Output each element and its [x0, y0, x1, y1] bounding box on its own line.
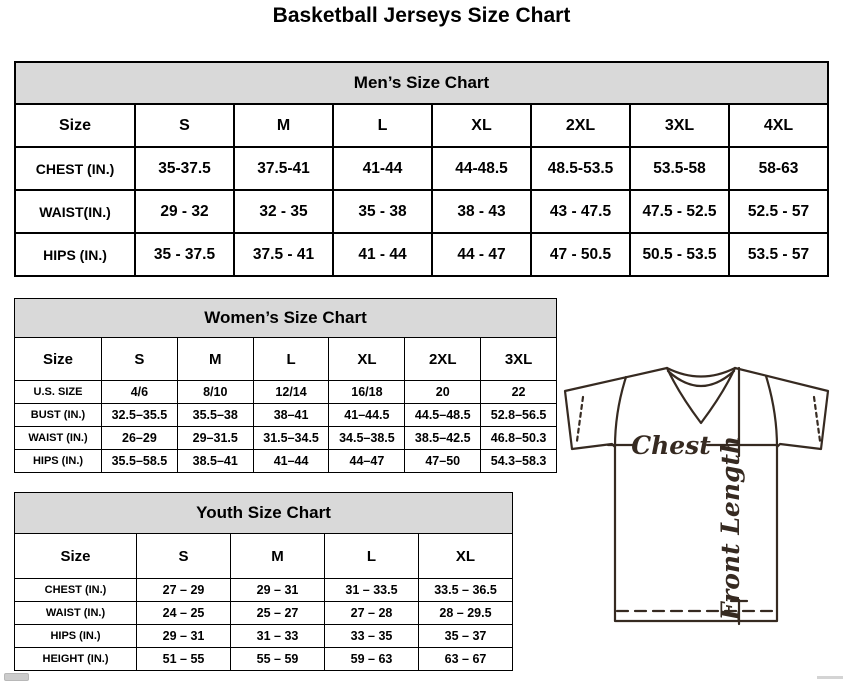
size-value: 59 – 63 [325, 648, 419, 671]
size-value: 38 - 43 [432, 190, 531, 233]
size-value: 32 - 35 [234, 190, 333, 233]
size-value: 44–47 [329, 450, 405, 473]
column-header: L [253, 338, 329, 381]
size-value: 31.5–34.5 [253, 427, 329, 450]
size-value: 27 – 28 [325, 602, 419, 625]
mens-size-table [14, 61, 829, 276]
size-value: 54.3–58.3 [481, 450, 557, 473]
table-row [15, 602, 513, 625]
size-value: 25 – 27 [231, 602, 325, 625]
row-label: HIPS (IN.) [15, 625, 137, 648]
size-value: 41–44.5 [329, 404, 405, 427]
size-value: 34.5–38.5 [329, 427, 405, 450]
right-sleeve-dashed-line [814, 397, 820, 441]
size-value: 44 - 47 [432, 233, 531, 276]
size-value: 38.5–42.5 [405, 427, 481, 450]
row-label: BUST (IN.) [15, 404, 102, 427]
mens-table-title: Men’s Size Chart [15, 62, 828, 104]
column-header: L [333, 104, 432, 147]
column-header: S [102, 338, 178, 381]
left-sleeve-dashed-line [577, 397, 583, 441]
column-header: S [137, 534, 231, 579]
table-row [15, 404, 557, 427]
size-value: 38–41 [253, 404, 329, 427]
row-label: HIPS (IN.) [15, 233, 135, 276]
size-value: 44.5–48.5 [405, 404, 481, 427]
size-value: 35.5–58.5 [102, 450, 178, 473]
column-header: L [325, 534, 419, 579]
size-value: 63 – 67 [419, 648, 513, 671]
size-value: 44-48.5 [432, 147, 531, 190]
size-value: 16/18 [329, 381, 405, 404]
table-row [15, 450, 557, 473]
size-value: 35-37.5 [135, 147, 234, 190]
size-value: 33.5 – 36.5 [419, 579, 513, 602]
youth-table-title: Youth Size Chart [15, 493, 513, 534]
mens-header-row [15, 104, 828, 147]
table-row [15, 625, 513, 648]
size-value: 29 – 31 [231, 579, 325, 602]
size-value: 53.5-58 [630, 147, 729, 190]
left-armhole-seam [615, 377, 626, 447]
row-label: U.S. SIZE [15, 381, 102, 404]
column-header: M [231, 534, 325, 579]
table-row [15, 190, 828, 233]
row-label: CHEST (IN.) [15, 579, 137, 602]
size-value: 24 – 25 [137, 602, 231, 625]
column-header: 3XL [481, 338, 557, 381]
column-header: S [135, 104, 234, 147]
size-value: 51 – 55 [137, 648, 231, 671]
size-value: 46.8–50.3 [481, 427, 557, 450]
row-label: HIPS (IN.) [15, 450, 102, 473]
size-value: 29 – 31 [137, 625, 231, 648]
column-header: XL [432, 104, 531, 147]
row-label: CHEST (IN.) [15, 147, 135, 190]
size-value: 55 – 59 [231, 648, 325, 671]
youth-size-table [14, 492, 513, 670]
column-header: Size [15, 338, 102, 381]
size-value: 41 - 44 [333, 233, 432, 276]
size-value: 37.5 - 41 [234, 233, 333, 276]
size-value: 41–44 [253, 450, 329, 473]
chest-label: Chest [631, 431, 711, 460]
jersey-measurement-diagram [555, 360, 843, 668]
size-value: 27 – 29 [137, 579, 231, 602]
size-value: 58-63 [729, 147, 828, 190]
column-header: 4XL [729, 104, 828, 147]
jersey-outline-graphic [555, 360, 843, 668]
table-row [15, 147, 828, 190]
size-value: 50.5 - 53.5 [630, 233, 729, 276]
row-label: HEIGHT (IN.) [15, 648, 137, 671]
size-value: 29 - 32 [135, 190, 234, 233]
size-value: 43 - 47.5 [531, 190, 630, 233]
table-row [15, 233, 828, 276]
size-value: 22 [481, 381, 557, 404]
collar-arc-outer [667, 368, 735, 377]
size-value: 35 – 37 [419, 625, 513, 648]
column-header: 2XL [531, 104, 630, 147]
row-label: WAIST (IN.) [15, 602, 137, 625]
column-header: XL [419, 534, 513, 579]
size-value: 47.5 - 52.5 [630, 190, 729, 233]
jersey-body-outline [565, 368, 828, 621]
size-value: 12/14 [253, 381, 329, 404]
size-value: 4/6 [102, 381, 178, 404]
size-value: 52.5 - 57 [729, 190, 828, 233]
size-value: 35 - 37.5 [135, 233, 234, 276]
row-label: WAIST(IN.) [15, 190, 135, 233]
column-header: 2XL [405, 338, 481, 381]
size-value: 48.5-53.5 [531, 147, 630, 190]
size-value: 33 – 35 [325, 625, 419, 648]
table-row [15, 381, 557, 404]
size-value: 28 – 29.5 [419, 602, 513, 625]
page-title: Basketball Jerseys Size Chart [272, 4, 571, 27]
size-value: 37.5-41 [234, 147, 333, 190]
table-row [15, 579, 513, 602]
size-value: 35 - 38 [333, 190, 432, 233]
womens-header-row [15, 338, 557, 381]
size-value: 38.5–41 [177, 450, 253, 473]
size-value: 26–29 [102, 427, 178, 450]
size-value: 53.5 - 57 [729, 233, 828, 276]
womens-size-table [14, 298, 557, 473]
column-header: Size [15, 104, 135, 147]
column-header: 3XL [630, 104, 729, 147]
front-length-label: Front Length [716, 435, 745, 621]
size-value: 47 - 50.5 [531, 233, 630, 276]
column-header: XL [329, 338, 405, 381]
size-value: 29–31.5 [177, 427, 253, 450]
horizontal-scrollbar-thumb-left[interactable] [4, 673, 29, 681]
table-row [15, 427, 557, 450]
size-value: 31 – 33.5 [325, 579, 419, 602]
right-armhole-seam [766, 376, 777, 447]
womens-table-title: Women’s Size Chart [15, 299, 557, 338]
size-value: 35.5–38 [177, 404, 253, 427]
size-value: 41-44 [333, 147, 432, 190]
size-value: 32.5–35.5 [102, 404, 178, 427]
size-value: 31 – 33 [231, 625, 325, 648]
column-header: M [234, 104, 333, 147]
size-value: 52.8–56.5 [481, 404, 557, 427]
youth-header-row [15, 534, 513, 579]
table-row [15, 648, 513, 671]
size-value: 20 [405, 381, 481, 404]
row-label: WAIST (IN.) [15, 427, 102, 450]
column-header: Size [15, 534, 137, 579]
column-header: M [177, 338, 253, 381]
size-value: 47–50 [405, 450, 481, 473]
size-value: 8/10 [177, 381, 253, 404]
